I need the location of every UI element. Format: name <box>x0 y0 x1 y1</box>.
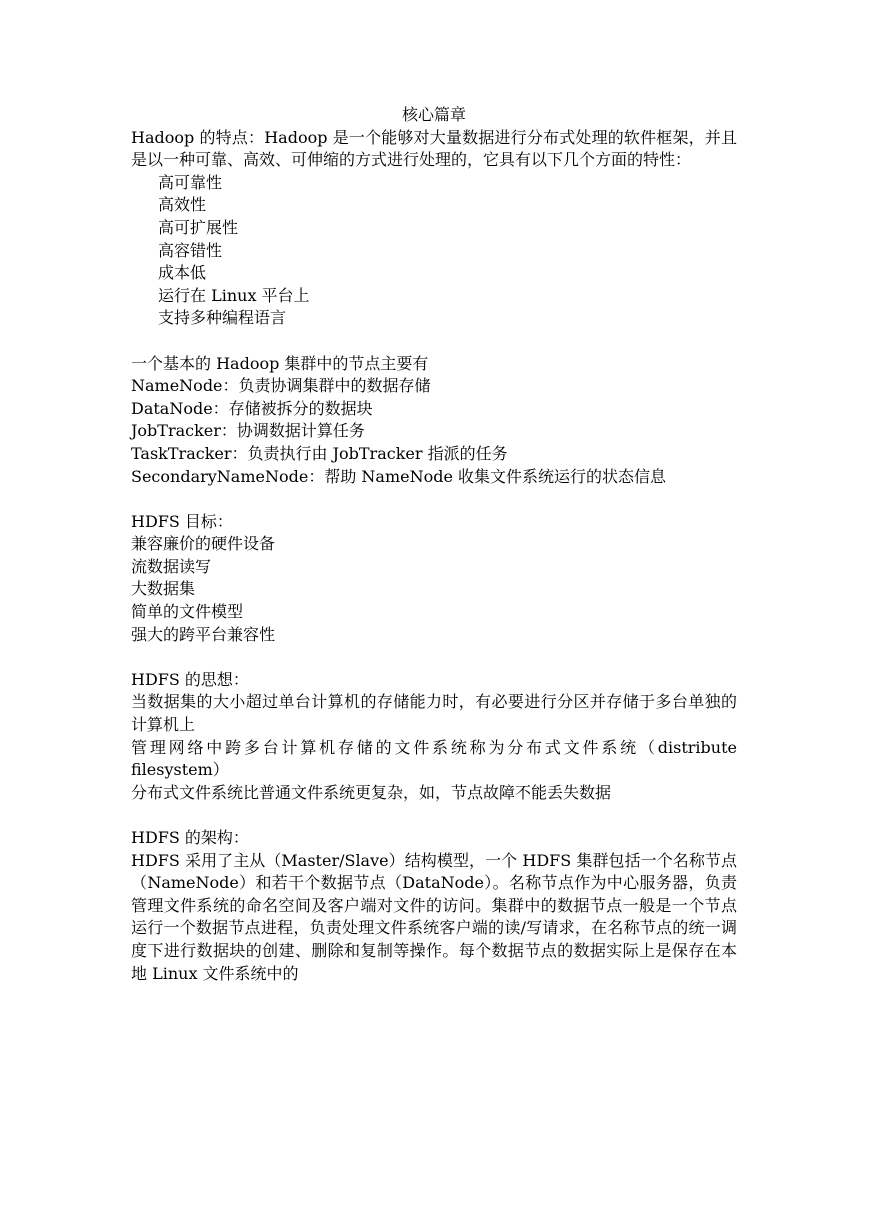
feature-item: 高效性 <box>158 195 207 215</box>
node-item: TaskTracker：负责执行由 JobTracker 指派的任务 <box>131 443 508 463</box>
paragraph-gap <box>131 804 737 827</box>
feature-item: 高可靠性 <box>158 172 223 192</box>
paragraph-gap <box>131 646 737 669</box>
document-title: 核心篇章 <box>401 105 466 124</box>
goals-heading: HDFS 目标： <box>131 511 233 531</box>
goal-item: 强大的跨平台兼容性 <box>131 624 276 644</box>
idea-item: 分布式文件系统比普通文件系统更复杂，如，节点故障不能丢失数据 <box>131 782 612 802</box>
goal-item: 兼容廉价的硬件设备 <box>131 534 276 554</box>
features-intro: Hadoop 的特点：Hadoop 是一个能够对大量数据进行分布式处理的软件框架，并且是以一种可靠、高效、可伸缩的方式进行处理的，它具有以下几个方面的特性： <box>131 127 737 170</box>
paragraph-gap <box>131 330 737 353</box>
goal-item: 简单的文件模型 <box>131 602 244 622</box>
node-item: SecondaryNameNode：帮助 NameNode 收集文件系统运行的状态信息 <box>131 466 667 486</box>
node-item: DataNode：存储被拆分的数据块 <box>131 398 373 418</box>
idea-item: 管理网络中跨多台计算机存储的文件系统称为分布式文件系统（distribute filesystem） <box>131 737 737 780</box>
architecture-body: HDFS 采用了主从（Master/Slave）结构模型，一个 HDFS 集群包括一个名称节点（NameNode）和若干个数据节点（DataNode）。名称节点作为中心服务器，负责管理文件系统的命名空间及客户端对文件的访问。集群中的数据节点一般是一个节点运行一个数据节点进程，负责处理文件系统客户端的读/写请求，在名称节点的统一调度下进行数据块的创建、删除和复制等操作。每个数据节点的数据实际上是保存在本地 Linux 文件系统中的 <box>131 850 737 983</box>
feature-item: 成本低 <box>158 263 207 283</box>
idea-item: 当数据集的大小超过单台计算机的存储能力时，有必要进行分区并存储于多台单独的计算机上 <box>131 692 737 735</box>
feature-item: 高容错性 <box>158 240 223 260</box>
goal-item: 大数据集 <box>131 579 196 599</box>
idea-heading: HDFS 的思想： <box>131 669 249 689</box>
node-item: JobTracker：协调数据计算任务 <box>131 421 365 441</box>
document-page <box>131 104 737 985</box>
paragraph-gap <box>131 488 737 511</box>
nodes-heading: 一个基本的 Hadoop 集群中的节点主要有 <box>131 353 429 373</box>
node-item: NameNode：负责协调集群中的数据存储 <box>131 376 431 396</box>
feature-item: 运行在 Linux 平台上 <box>158 285 310 305</box>
feature-item: 支持多种编程语言 <box>158 308 287 328</box>
architecture-heading: HDFS 的架构： <box>131 828 249 847</box>
feature-item: 高可扩展性 <box>158 217 239 237</box>
goal-item: 流数据读写 <box>131 556 212 576</box>
